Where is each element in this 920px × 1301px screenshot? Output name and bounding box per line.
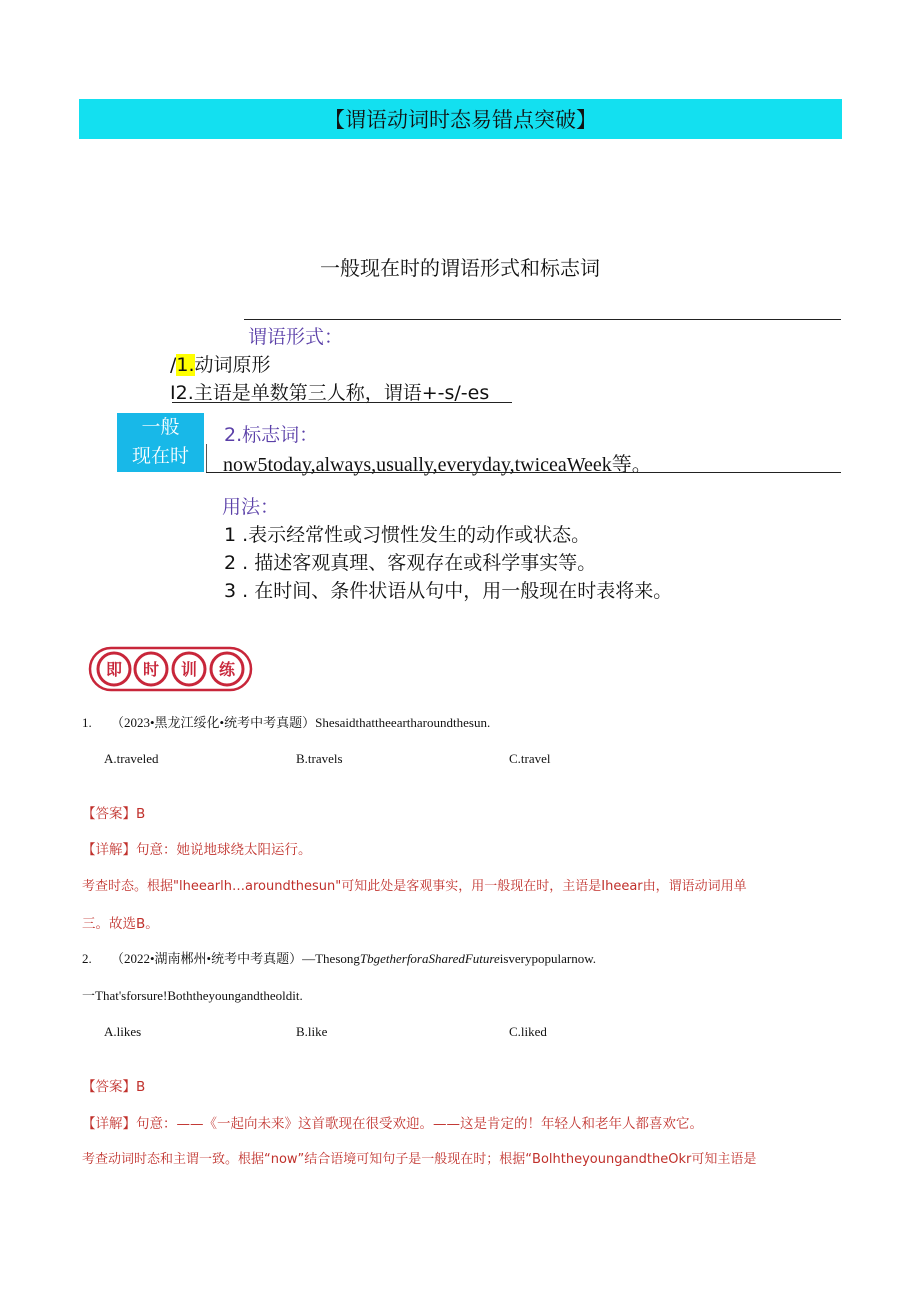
question-1-explain-2: 考查时态。根据"lheearlh…aroundthesun"可知此处是客观事实，用一般现在时，主语是Iheear由，谓语动词用单	[82, 879, 747, 894]
stamp-char-4: 练	[218, 660, 236, 679]
tense-label-box	[117, 413, 204, 472]
question-2-explain-1: 【详解】句意：——《一起向未来》这首歌现在很受欢迎。——这是肯定的！年轻人和老年人都喜欢它。	[82, 1116, 703, 1132]
form-item-2: I2.主语是单数第三人称，谓语+-s/-es	[170, 382, 490, 404]
form-item-1-prefix: /	[170, 354, 177, 376]
form-heading: 谓语形式：	[248, 326, 344, 348]
markers-heading: 2.标志词：	[224, 424, 319, 446]
usage-heading: 用法：	[222, 496, 280, 518]
question-1-explain-3: 三。故选B。	[82, 916, 159, 932]
question-2-stem-2: 一That'sforsure!Boththeyoungandtheoldit.	[82, 988, 303, 1003]
divider-markers	[206, 472, 841, 473]
form-item-1-number: 1.	[176, 354, 195, 376]
usage-item-2: 2 . 描述客观真理、客观存在或科学事实等。	[224, 552, 597, 574]
stamp-char-3: 训	[180, 660, 198, 679]
question-2-stem-a: （2022•湖南郴州•统考中考真题）—Thesong	[111, 951, 360, 966]
question-2-option-a: A.likes	[104, 1024, 142, 1039]
usage-item-3: 3 . 在时间、条件状语从句中，用一般现在时表将来。	[224, 580, 673, 602]
question-1	[82, 712, 490, 731]
question-2	[82, 948, 596, 967]
question-1-option-a: A.traveled	[104, 751, 159, 766]
divider-top	[244, 319, 841, 320]
question-1-option-b: B.travels	[296, 751, 343, 766]
practice-stamp-icon	[88, 645, 253, 693]
question-1-explain-1: 【详解】句意：她说地球绕太阳运行。	[82, 842, 312, 858]
form-item-1	[170, 350, 271, 377]
question-2-stem-c: isverypopularnow.	[499, 951, 597, 966]
usage-item-1: 1 .表示经常性或习惯性发生的动作或状态。	[224, 524, 591, 546]
question-1-stem: （2023•黑龙江绥化•统考中考真题）Shesaidthattheeartharoundthesun.	[111, 715, 491, 730]
question-2-explain-2: 考查动词时态和主谓一致。根据“now”结合语境可知句子是一般现在时；根据“BolhtheyoungandtheOkr可知主语是	[82, 1152, 757, 1167]
page-title: 【谓语动词时态易错点突破】	[324, 108, 597, 132]
question-2-option-b: B.like	[296, 1024, 328, 1039]
page-title-banner	[79, 99, 842, 139]
stamp-char-2: 时	[142, 660, 160, 679]
section-title: 一般现在时的谓语形式和标志词	[320, 256, 600, 280]
form-item-1-text: 动词原形	[194, 354, 271, 376]
question-2-song-title: TbgetherforaSharedFuture	[359, 951, 500, 966]
stamp-char-1: 即	[105, 660, 123, 679]
markers-text: now5today,always,usually,everyday,twiceaWeek等。	[223, 454, 652, 476]
question-1-number: 1.	[82, 715, 92, 730]
question-2-number: 2.	[82, 951, 92, 966]
question-2-answer: 【答案】B	[82, 1079, 146, 1095]
tense-label-line2: 现在时	[131, 445, 189, 467]
form-item-2-underline	[172, 402, 512, 403]
question-1-answer: 【答案】B	[82, 806, 146, 822]
question-2-option-c: C.liked	[509, 1024, 547, 1039]
question-1-option-c: C.travel	[509, 751, 551, 766]
box-separator	[206, 444, 208, 472]
tense-label-line1: 一般	[141, 416, 180, 438]
